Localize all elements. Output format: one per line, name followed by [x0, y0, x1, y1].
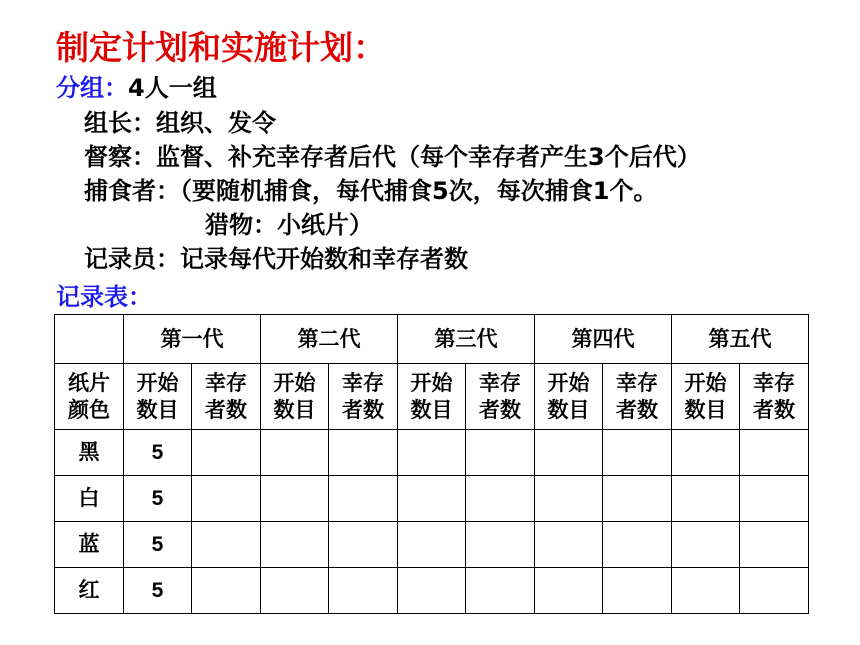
predator-role: 捕食者：（要随机捕食，每代捕食5次，每次捕食1个。	[84, 177, 658, 205]
empty-cell[interactable]	[398, 476, 466, 522]
empty-cell[interactable]	[672, 430, 740, 476]
empty-cell[interactable]	[192, 522, 261, 568]
survivor-count-header: 幸存 者数	[740, 364, 809, 430]
prey-note: 猎物：小纸片）	[205, 211, 373, 239]
empty-cell[interactable]	[398, 522, 466, 568]
empty-cell[interactable]	[398, 568, 466, 614]
empty-cell[interactable]	[535, 476, 603, 522]
start-count-header: 开始 数目	[672, 364, 740, 430]
generation-header: 第五代	[672, 315, 809, 364]
empty-cell[interactable]	[261, 430, 329, 476]
empty-cell[interactable]	[535, 522, 603, 568]
empty-cell[interactable]	[603, 522, 672, 568]
empty-cell[interactable]	[603, 568, 672, 614]
empty-cell[interactable]	[192, 476, 261, 522]
empty-cell[interactable]	[740, 476, 809, 522]
table-row	[55, 568, 809, 614]
start-count-cell: 5	[124, 568, 192, 614]
empty-cell[interactable]	[192, 568, 261, 614]
subheader-row	[55, 364, 809, 430]
supervisor-role: 督察：监督、补充幸存者后代（每个幸存者产生3个后代）	[84, 143, 701, 171]
empty-cell[interactable]	[535, 568, 603, 614]
empty-cell[interactable]	[603, 476, 672, 522]
color-cell: 红	[55, 568, 124, 614]
group-value: 4人一组	[128, 74, 217, 102]
page-title: 制定计划和实施计划：	[56, 28, 386, 67]
empty-cell[interactable]	[261, 522, 329, 568]
record-table	[54, 314, 809, 614]
empty-cell[interactable]	[329, 476, 398, 522]
generation-header: 第三代	[398, 315, 535, 364]
start-count-header: 开始 数目	[261, 364, 329, 430]
color-cell: 黑	[55, 430, 124, 476]
recorder-role: 记录员：记录每代开始数和幸存者数	[84, 245, 468, 273]
empty-cell[interactable]	[740, 568, 809, 614]
empty-cell[interactable]	[603, 430, 672, 476]
start-count-header: 开始 数目	[398, 364, 466, 430]
leader-role: 组长：组织、发令	[84, 109, 276, 137]
survivor-count-header: 幸存 者数	[192, 364, 261, 430]
empty-cell[interactable]	[329, 430, 398, 476]
empty-cell[interactable]	[261, 568, 329, 614]
table-label: 记录表：	[56, 283, 152, 311]
table-row	[55, 476, 809, 522]
empty-cell[interactable]	[466, 476, 535, 522]
empty-cell[interactable]	[192, 430, 261, 476]
start-count-cell: 5	[124, 522, 192, 568]
empty-cell[interactable]	[740, 430, 809, 476]
color-header: 纸片 颜色	[55, 364, 124, 430]
empty-cell[interactable]	[329, 568, 398, 614]
empty-cell[interactable]	[398, 430, 466, 476]
empty-cell[interactable]	[672, 568, 740, 614]
color-cell: 蓝	[55, 522, 124, 568]
empty-cell[interactable]	[466, 522, 535, 568]
empty-cell[interactable]	[466, 430, 535, 476]
empty-cell[interactable]	[261, 476, 329, 522]
table-row	[55, 430, 809, 476]
corner-cell	[55, 315, 124, 364]
survivor-count-header: 幸存 者数	[329, 364, 398, 430]
generation-header: 第二代	[261, 315, 398, 364]
start-count-cell: 5	[124, 430, 192, 476]
empty-cell[interactable]	[672, 476, 740, 522]
group-line	[56, 72, 217, 104]
start-count-header: 开始 数目	[535, 364, 603, 430]
generation-header: 第四代	[535, 315, 672, 364]
generation-header-row	[55, 315, 809, 364]
start-count-cell: 5	[124, 476, 192, 522]
empty-cell[interactable]	[672, 522, 740, 568]
empty-cell[interactable]	[329, 522, 398, 568]
survivor-count-header: 幸存 者数	[603, 364, 672, 430]
empty-cell[interactable]	[466, 568, 535, 614]
survivor-count-header: 幸存 者数	[466, 364, 535, 430]
start-count-header: 开始 数目	[124, 364, 192, 430]
table-row	[55, 522, 809, 568]
generation-header: 第一代	[124, 315, 261, 364]
group-label: 分组：	[56, 74, 128, 102]
color-cell: 白	[55, 476, 124, 522]
empty-cell[interactable]	[740, 522, 809, 568]
empty-cell[interactable]	[535, 430, 603, 476]
